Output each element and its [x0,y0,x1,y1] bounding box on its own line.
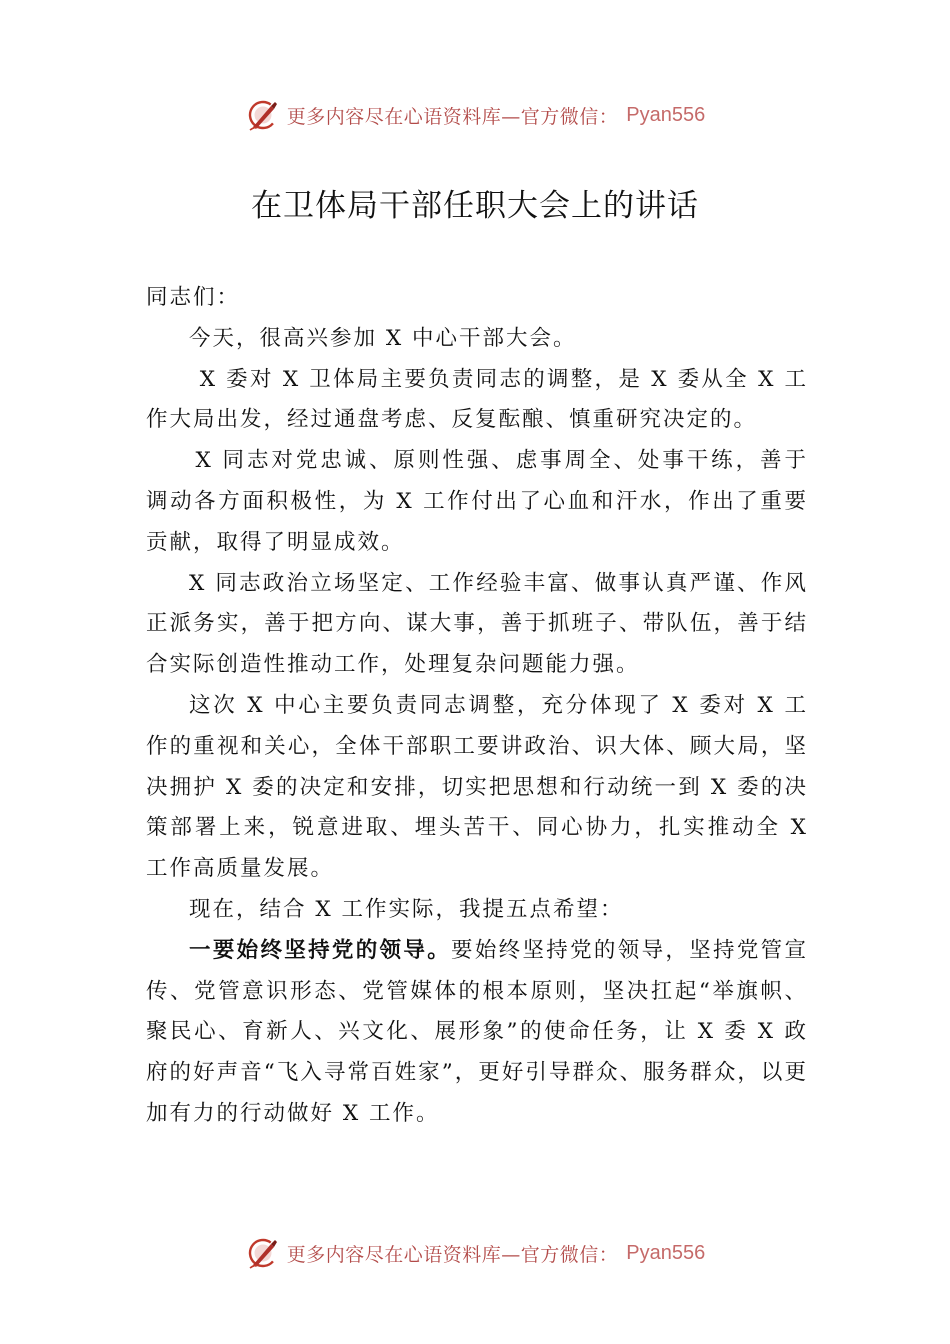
header-banner [0,95,950,135]
salutation: 同志们： [146,285,241,310]
paragraph-2: X 委对 X 卫体局主要负责同志的调整，是 X 委从全 X 工作大局出发，经过通盘考虑、反复酝酿、慎重研究决定的。 [146,366,808,433]
footer-banner-id: Pyan556 [626,1241,706,1264]
footer-banner-text: 更多内容尽在心语资料库—官方微信： [286,1243,619,1266]
paragraph-4: X 同志政治立场坚定、工作经验丰富、做事认真严谨、作风正派务实，善于把方向、谋大事，善于抓班子、带队伍，善于结合实际创造性推动工作，处理复杂问题能力强。 [146,570,808,678]
pen-logo-icon [245,97,281,133]
header-banner-id: Pyan556 [626,103,706,126]
pen-logo-icon [245,1235,281,1271]
point-one-text: 要始终坚持党的领导，坚持党管宣传、党管意识形态、党管媒体的根本原则，坚决扛起“举旗帜、聚民心、育新人、兴文化、展形象”的使命任务，让 X 委 X 政府的好声音“飞入寻常百姓家”，更好引导群众、服务群众，以更加有力的行动做好 X 工作。 [146,937,808,1126]
paragraph-1: 今天，很高兴参加 X 中心干部大会。 [189,325,577,351]
paragraph-6: 现在，结合 X 工作实际，我提五点希望： [189,896,624,922]
paragraph-3: X 同志对党忠诚、原则性强、虑事周全、处事干练，善于调动各方面积极性，为 X 工作付出了心血和汗水，作出了重要贡献，取得了明显成效。 [146,448,808,555]
point-one-heading: 一要始终坚持党的领导。 [189,937,452,963]
paragraph-point-one [146,931,808,1135]
header-banner-text: 更多内容尽在心语资料库—官方微信： [286,105,619,128]
paragraph-5: 这次 X 中心主要负责同志调整，充分体现了 X 委对 X 工作的重视和关心，全体干部职工要讲政治、识大体、顾大局，坚决拥护 X 委的决定和安排，切实把思想和行动统一到 X 委的决策部署上来，锐意进取、埋头苦干、同心协力，扎实推动全 X 工作高质量发展。 [146,692,808,882]
document-body [146,278,808,1135]
document-title: 在卫体局干部任职大会上的讲话 [251,188,699,224]
footer-banner [0,1233,950,1273]
